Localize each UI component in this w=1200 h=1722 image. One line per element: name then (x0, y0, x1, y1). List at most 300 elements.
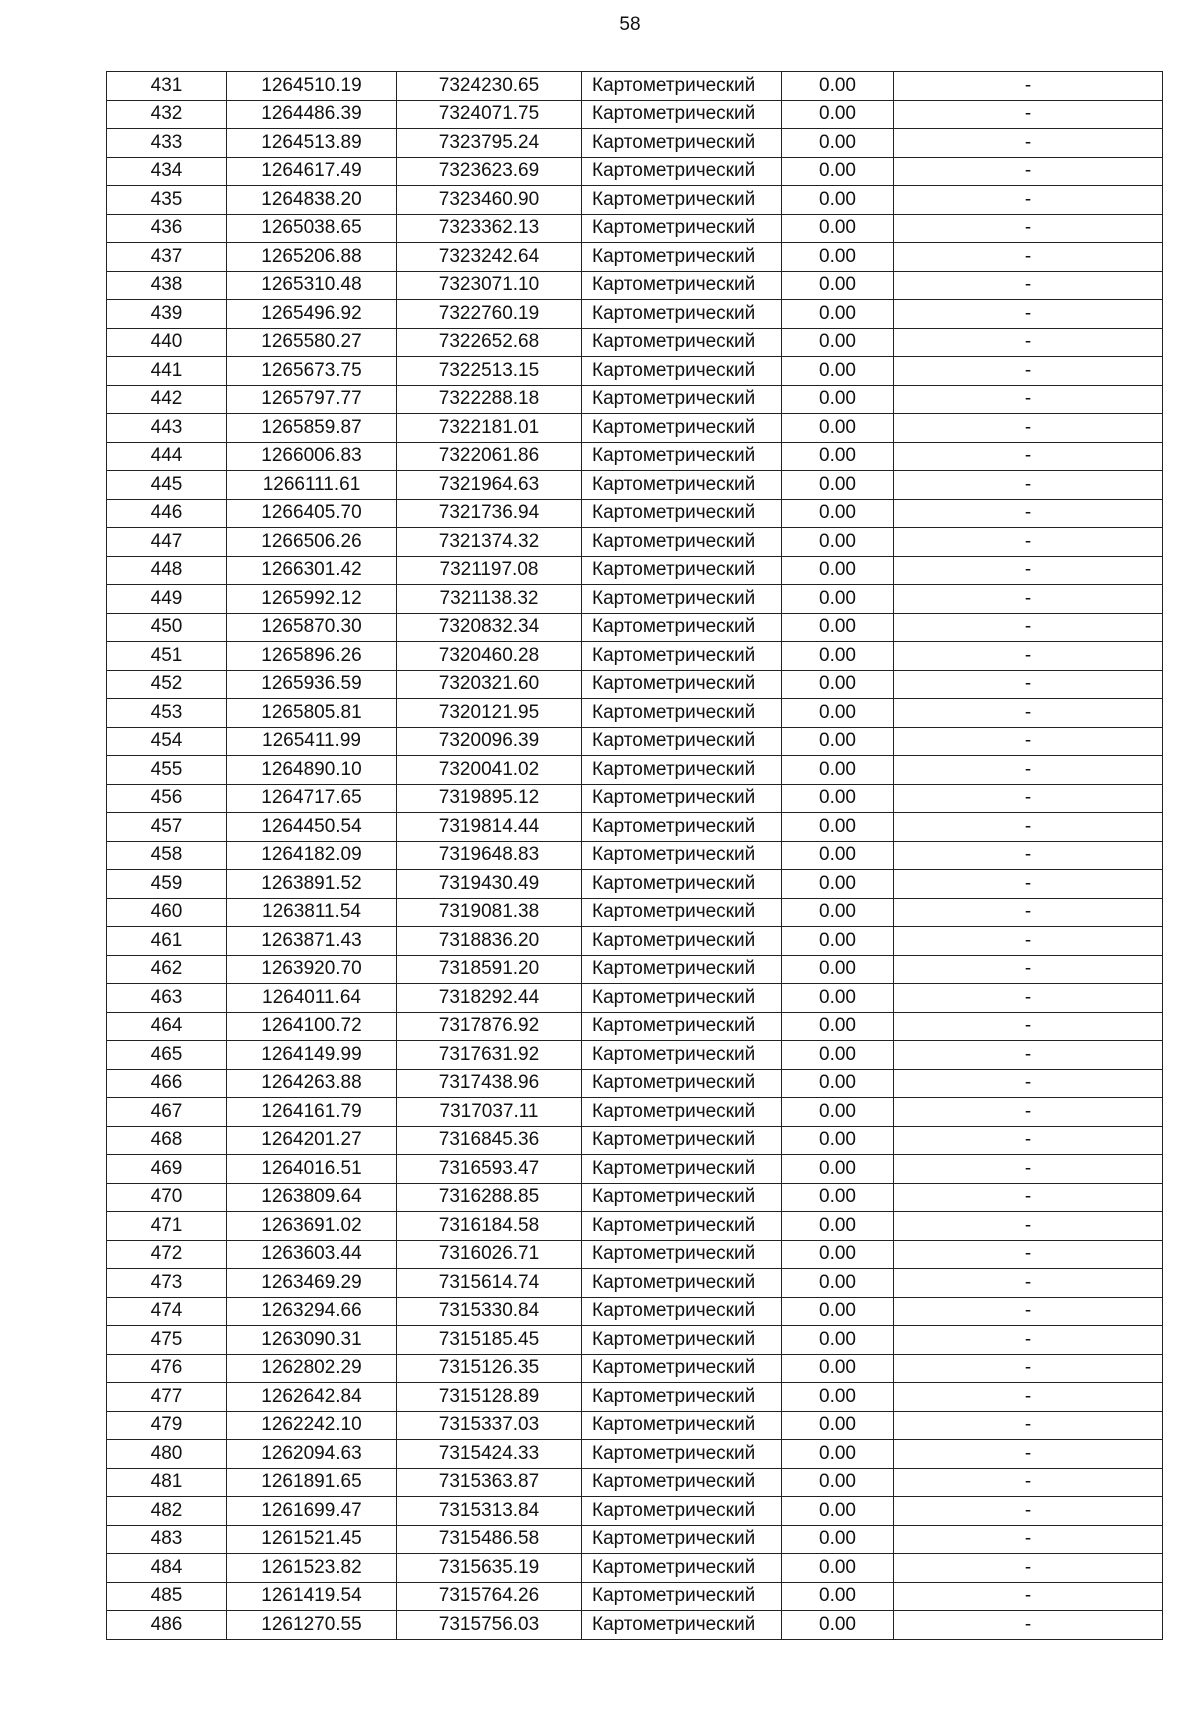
description-cell: - (894, 898, 1163, 927)
table-row (107, 756, 1163, 785)
y-coordinate-cell: 7320460.28 (397, 642, 582, 671)
table-row (107, 157, 1163, 186)
point-number-cell: 481 (107, 1468, 227, 1497)
accuracy-cell: 0.00 (782, 271, 894, 300)
x-coordinate-cell: 1265496.92 (227, 300, 397, 329)
accuracy-cell: 0.00 (782, 699, 894, 728)
point-number-cell: 452 (107, 670, 227, 699)
point-number-cell: 483 (107, 1525, 227, 1554)
y-coordinate-cell: 7322760.19 (397, 300, 582, 329)
y-coordinate-cell: 7315635.19 (397, 1554, 582, 1583)
method-cell: Картометрический (582, 1525, 782, 1554)
accuracy-cell: 0.00 (782, 243, 894, 272)
y-coordinate-cell: 7319814.44 (397, 813, 582, 842)
x-coordinate-cell: 1263809.64 (227, 1183, 397, 1212)
method-cell: Картометрический (582, 642, 782, 671)
x-coordinate-cell: 1264201.27 (227, 1126, 397, 1155)
table-row (107, 1440, 1163, 1469)
y-coordinate-cell: 7321964.63 (397, 471, 582, 500)
point-number-cell: 443 (107, 414, 227, 443)
point-number-cell: 435 (107, 186, 227, 215)
coordinates-table (106, 71, 1163, 1640)
table-row (107, 1468, 1163, 1497)
description-cell: - (894, 784, 1163, 813)
table-row (107, 1098, 1163, 1127)
point-number-cell: 453 (107, 699, 227, 728)
description-cell: - (894, 271, 1163, 300)
x-coordinate-cell: 1265992.12 (227, 585, 397, 614)
y-coordinate-cell: 7315764.26 (397, 1582, 582, 1611)
method-cell: Картометрический (582, 556, 782, 585)
accuracy-cell: 0.00 (782, 442, 894, 471)
table-row (107, 927, 1163, 956)
method-cell: Картометрический (582, 499, 782, 528)
point-number-cell: 472 (107, 1240, 227, 1269)
x-coordinate-cell: 1263294.66 (227, 1297, 397, 1326)
point-number-cell: 442 (107, 385, 227, 414)
accuracy-cell: 0.00 (782, 300, 894, 329)
method-cell: Картометрический (582, 1582, 782, 1611)
method-cell: Картометрический (582, 1069, 782, 1098)
table-row (107, 813, 1163, 842)
y-coordinate-cell: 7315185.45 (397, 1326, 582, 1355)
description-cell: - (894, 1041, 1163, 1070)
y-coordinate-cell: 7324230.65 (397, 72, 582, 101)
description-cell: - (894, 1069, 1163, 1098)
table-row (107, 1269, 1163, 1298)
point-number-cell: 454 (107, 727, 227, 756)
method-cell: Картометрический (582, 756, 782, 785)
method-cell: Картометрический (582, 357, 782, 386)
method-cell: Картометрический (582, 1126, 782, 1155)
x-coordinate-cell: 1266301.42 (227, 556, 397, 585)
table-row (107, 984, 1163, 1013)
point-number-cell: 467 (107, 1098, 227, 1127)
y-coordinate-cell: 7318292.44 (397, 984, 582, 1013)
accuracy-cell: 0.00 (782, 357, 894, 386)
description-cell: - (894, 1326, 1163, 1355)
method-cell: Картометрический (582, 1041, 782, 1070)
y-coordinate-cell: 7315756.03 (397, 1611, 582, 1640)
description-cell: - (894, 414, 1163, 443)
accuracy-cell: 0.00 (782, 642, 894, 671)
accuracy-cell: 0.00 (782, 1126, 894, 1155)
method-cell: Картометрический (582, 1554, 782, 1583)
method-cell: Картометрический (582, 72, 782, 101)
table-row (107, 870, 1163, 899)
y-coordinate-cell: 7315614.74 (397, 1269, 582, 1298)
method-cell: Картометрический (582, 927, 782, 956)
accuracy-cell: 0.00 (782, 727, 894, 756)
y-coordinate-cell: 7317631.92 (397, 1041, 582, 1070)
table-row (107, 955, 1163, 984)
description-cell: - (894, 1126, 1163, 1155)
table-row (107, 727, 1163, 756)
table-row (107, 1354, 1163, 1383)
x-coordinate-cell: 1264717.65 (227, 784, 397, 813)
description-cell: - (894, 1269, 1163, 1298)
table-row (107, 442, 1163, 471)
description-cell: - (894, 1098, 1163, 1127)
y-coordinate-cell: 7319895.12 (397, 784, 582, 813)
accuracy-cell: 0.00 (782, 898, 894, 927)
table-row (107, 1012, 1163, 1041)
x-coordinate-cell: 1262802.29 (227, 1354, 397, 1383)
table-row (107, 613, 1163, 642)
description-cell: - (894, 157, 1163, 186)
method-cell: Картометрический (582, 1269, 782, 1298)
description-cell: - (894, 813, 1163, 842)
accuracy-cell: 0.00 (782, 1012, 894, 1041)
description-cell: - (894, 385, 1163, 414)
method-cell: Картометрический (582, 813, 782, 842)
x-coordinate-cell: 1265805.81 (227, 699, 397, 728)
table-row (107, 328, 1163, 357)
method-cell: Картометрический (582, 186, 782, 215)
x-coordinate-cell: 1264011.64 (227, 984, 397, 1013)
table-row (107, 1411, 1163, 1440)
point-number-cell: 441 (107, 357, 227, 386)
point-number-cell: 434 (107, 157, 227, 186)
table-row (107, 1326, 1163, 1355)
table-row (107, 471, 1163, 500)
x-coordinate-cell: 1266006.83 (227, 442, 397, 471)
x-coordinate-cell: 1262642.84 (227, 1383, 397, 1412)
table-row (107, 1041, 1163, 1070)
accuracy-cell: 0.00 (782, 813, 894, 842)
point-number-cell: 460 (107, 898, 227, 927)
point-number-cell: 437 (107, 243, 227, 272)
accuracy-cell: 0.00 (782, 1354, 894, 1383)
x-coordinate-cell: 1265411.99 (227, 727, 397, 756)
description-cell: - (894, 727, 1163, 756)
accuracy-cell: 0.00 (782, 585, 894, 614)
method-cell: Картометрический (582, 1297, 782, 1326)
x-coordinate-cell: 1263811.54 (227, 898, 397, 927)
point-number-cell: 463 (107, 984, 227, 1013)
x-coordinate-cell: 1264161.79 (227, 1098, 397, 1127)
description-cell: - (894, 300, 1163, 329)
y-coordinate-cell: 7315330.84 (397, 1297, 582, 1326)
method-cell: Картометрический (582, 613, 782, 642)
table-row (107, 72, 1163, 101)
accuracy-cell: 0.00 (782, 670, 894, 699)
table-row (107, 129, 1163, 158)
method-cell: Картометрический (582, 670, 782, 699)
description-cell: - (894, 1240, 1163, 1269)
x-coordinate-cell: 1265896.26 (227, 642, 397, 671)
x-coordinate-cell: 1264838.20 (227, 186, 397, 215)
method-cell: Картометрический (582, 528, 782, 557)
description-cell: - (894, 1611, 1163, 1640)
table-row (107, 585, 1163, 614)
point-number-cell: 431 (107, 72, 227, 101)
method-cell: Картометрический (582, 1212, 782, 1241)
y-coordinate-cell: 7320832.34 (397, 613, 582, 642)
y-coordinate-cell: 7315363.87 (397, 1468, 582, 1497)
description-cell: - (894, 328, 1163, 357)
y-coordinate-cell: 7315128.89 (397, 1383, 582, 1412)
method-cell: Картометрический (582, 1497, 782, 1526)
point-number-cell: 475 (107, 1326, 227, 1355)
method-cell: Картометрический (582, 442, 782, 471)
y-coordinate-cell: 7323242.64 (397, 243, 582, 272)
x-coordinate-cell: 1261891.65 (227, 1468, 397, 1497)
table-row (107, 699, 1163, 728)
y-coordinate-cell: 7315424.33 (397, 1440, 582, 1469)
table-row (107, 556, 1163, 585)
description-cell: - (894, 642, 1163, 671)
description-cell: - (894, 1582, 1163, 1611)
description-cell: - (894, 129, 1163, 158)
accuracy-cell: 0.00 (782, 528, 894, 557)
method-cell: Картометрический (582, 1098, 782, 1127)
method-cell: Картометрический (582, 1468, 782, 1497)
table-row (107, 841, 1163, 870)
table-row (107, 385, 1163, 414)
point-number-cell: 446 (107, 499, 227, 528)
x-coordinate-cell: 1264016.51 (227, 1155, 397, 1184)
point-number-cell: 464 (107, 1012, 227, 1041)
x-coordinate-cell: 1262242.10 (227, 1411, 397, 1440)
x-coordinate-cell: 1264513.89 (227, 129, 397, 158)
table-row (107, 214, 1163, 243)
point-number-cell: 458 (107, 841, 227, 870)
point-number-cell: 476 (107, 1354, 227, 1383)
point-number-cell: 466 (107, 1069, 227, 1098)
accuracy-cell: 0.00 (782, 556, 894, 585)
method-cell: Картометрический (582, 471, 782, 500)
point-number-cell: 459 (107, 870, 227, 899)
x-coordinate-cell: 1264450.54 (227, 813, 397, 842)
y-coordinate-cell: 7321138.32 (397, 585, 582, 614)
point-number-cell: 471 (107, 1212, 227, 1241)
x-coordinate-cell: 1264263.88 (227, 1069, 397, 1098)
description-cell: - (894, 870, 1163, 899)
description-cell: - (894, 100, 1163, 129)
point-number-cell: 440 (107, 328, 227, 357)
x-coordinate-cell: 1261270.55 (227, 1611, 397, 1640)
accuracy-cell: 0.00 (782, 841, 894, 870)
x-coordinate-cell: 1264510.19 (227, 72, 397, 101)
description-cell: - (894, 1468, 1163, 1497)
accuracy-cell: 0.00 (782, 1411, 894, 1440)
point-number-cell: 465 (107, 1041, 227, 1070)
point-number-cell: 468 (107, 1126, 227, 1155)
accuracy-cell: 0.00 (782, 129, 894, 158)
description-cell: - (894, 1554, 1163, 1583)
description-cell: - (894, 1354, 1163, 1383)
y-coordinate-cell: 7316845.36 (397, 1126, 582, 1155)
method-cell: Картометрический (582, 328, 782, 357)
x-coordinate-cell: 1263871.43 (227, 927, 397, 956)
x-coordinate-cell: 1261699.47 (227, 1497, 397, 1526)
y-coordinate-cell: 7323795.24 (397, 129, 582, 158)
y-coordinate-cell: 7322652.68 (397, 328, 582, 357)
description-cell: - (894, 471, 1163, 500)
x-coordinate-cell: 1263603.44 (227, 1240, 397, 1269)
accuracy-cell: 0.00 (782, 1240, 894, 1269)
table-row (107, 1126, 1163, 1155)
accuracy-cell: 0.00 (782, 328, 894, 357)
method-cell: Картометрический (582, 300, 782, 329)
y-coordinate-cell: 7319081.38 (397, 898, 582, 927)
method-cell: Картометрический (582, 1012, 782, 1041)
table-row (107, 1611, 1163, 1640)
point-number-cell: 469 (107, 1155, 227, 1184)
accuracy-cell: 0.00 (782, 471, 894, 500)
y-coordinate-cell: 7323071.10 (397, 271, 582, 300)
method-cell: Картометрический (582, 1411, 782, 1440)
y-coordinate-cell: 7321736.94 (397, 499, 582, 528)
table-row (107, 1240, 1163, 1269)
method-cell: Картометрический (582, 784, 782, 813)
y-coordinate-cell: 7316026.71 (397, 1240, 582, 1269)
page-number: 58 (619, 14, 641, 35)
y-coordinate-cell: 7322288.18 (397, 385, 582, 414)
accuracy-cell: 0.00 (782, 1611, 894, 1640)
accuracy-cell: 0.00 (782, 927, 894, 956)
accuracy-cell: 0.00 (782, 756, 894, 785)
point-number-cell: 484 (107, 1554, 227, 1583)
x-coordinate-cell: 1264486.39 (227, 100, 397, 129)
table-row (107, 186, 1163, 215)
description-cell: - (894, 984, 1163, 1013)
accuracy-cell: 0.00 (782, 1098, 894, 1127)
method-cell: Картометрический (582, 585, 782, 614)
point-number-cell: 482 (107, 1497, 227, 1526)
y-coordinate-cell: 7320041.02 (397, 756, 582, 785)
accuracy-cell: 0.00 (782, 1582, 894, 1611)
y-coordinate-cell: 7320096.39 (397, 727, 582, 756)
method-cell: Картометрический (582, 1440, 782, 1469)
x-coordinate-cell: 1265673.75 (227, 357, 397, 386)
accuracy-cell: 0.00 (782, 955, 894, 984)
description-cell: - (894, 1440, 1163, 1469)
accuracy-cell: 0.00 (782, 72, 894, 101)
point-number-cell: 451 (107, 642, 227, 671)
y-coordinate-cell: 7315486.58 (397, 1525, 582, 1554)
point-number-cell: 474 (107, 1297, 227, 1326)
x-coordinate-cell: 1263090.31 (227, 1326, 397, 1355)
description-cell: - (894, 499, 1163, 528)
y-coordinate-cell: 7315126.35 (397, 1354, 582, 1383)
description-cell: - (894, 442, 1163, 471)
y-coordinate-cell: 7317876.92 (397, 1012, 582, 1041)
y-coordinate-cell: 7321374.32 (397, 528, 582, 557)
y-coordinate-cell: 7316184.58 (397, 1212, 582, 1241)
point-number-cell: 455 (107, 756, 227, 785)
point-number-cell: 462 (107, 955, 227, 984)
description-cell: - (894, 1383, 1163, 1412)
table-row (107, 1383, 1163, 1412)
description-cell: - (894, 528, 1163, 557)
point-number-cell: 477 (107, 1383, 227, 1412)
accuracy-cell: 0.00 (782, 1525, 894, 1554)
method-cell: Картометрический (582, 1183, 782, 1212)
x-coordinate-cell: 1262094.63 (227, 1440, 397, 1469)
table-row (107, 1582, 1163, 1611)
accuracy-cell: 0.00 (782, 1326, 894, 1355)
description-cell: - (894, 699, 1163, 728)
description-cell: - (894, 1411, 1163, 1440)
method-cell: Картометрический (582, 841, 782, 870)
y-coordinate-cell: 7322181.01 (397, 414, 582, 443)
description-cell: - (894, 357, 1163, 386)
method-cell: Картометрический (582, 243, 782, 272)
y-coordinate-cell: 7319430.49 (397, 870, 582, 899)
description-cell: - (894, 1497, 1163, 1526)
method-cell: Картометрический (582, 870, 782, 899)
point-number-cell: 436 (107, 214, 227, 243)
method-cell: Картометрический (582, 157, 782, 186)
method-cell: Картометрический (582, 1611, 782, 1640)
accuracy-cell: 0.00 (782, 1554, 894, 1583)
table-row (107, 414, 1163, 443)
description-cell: - (894, 1012, 1163, 1041)
point-number-cell: 456 (107, 784, 227, 813)
table-row (107, 1497, 1163, 1526)
x-coordinate-cell: 1265310.48 (227, 271, 397, 300)
y-coordinate-cell: 7322061.86 (397, 442, 582, 471)
accuracy-cell: 0.00 (782, 1383, 894, 1412)
y-coordinate-cell: 7317037.11 (397, 1098, 582, 1127)
x-coordinate-cell: 1263469.29 (227, 1269, 397, 1298)
accuracy-cell: 0.00 (782, 186, 894, 215)
method-cell: Картометрический (582, 414, 782, 443)
point-number-cell: 480 (107, 1440, 227, 1469)
description-cell: - (894, 927, 1163, 956)
x-coordinate-cell: 1264149.99 (227, 1041, 397, 1070)
accuracy-cell: 0.00 (782, 784, 894, 813)
description-cell: - (894, 214, 1163, 243)
method-cell: Картометрический (582, 898, 782, 927)
y-coordinate-cell: 7323623.69 (397, 157, 582, 186)
accuracy-cell: 0.00 (782, 385, 894, 414)
method-cell: Картометрический (582, 271, 782, 300)
point-number-cell: 470 (107, 1183, 227, 1212)
table-row (107, 670, 1163, 699)
point-number-cell: 449 (107, 585, 227, 614)
method-cell: Картометрический (582, 100, 782, 129)
table-row (107, 243, 1163, 272)
y-coordinate-cell: 7323460.90 (397, 186, 582, 215)
y-coordinate-cell: 7316288.85 (397, 1183, 582, 1212)
description-cell: - (894, 556, 1163, 585)
x-coordinate-cell: 1264890.10 (227, 756, 397, 785)
point-number-cell: 450 (107, 613, 227, 642)
x-coordinate-cell: 1264100.72 (227, 1012, 397, 1041)
accuracy-cell: 0.00 (782, 1069, 894, 1098)
description-cell: - (894, 1183, 1163, 1212)
method-cell: Картометрический (582, 1240, 782, 1269)
table-row (107, 1183, 1163, 1212)
method-cell: Картометрический (582, 385, 782, 414)
x-coordinate-cell: 1261419.54 (227, 1582, 397, 1611)
point-number-cell: 479 (107, 1411, 227, 1440)
method-cell: Картометрический (582, 1326, 782, 1355)
accuracy-cell: 0.00 (782, 1155, 894, 1184)
point-number-cell: 433 (107, 129, 227, 158)
y-coordinate-cell: 7315313.84 (397, 1497, 582, 1526)
table-row (107, 1069, 1163, 1098)
table-row (107, 898, 1163, 927)
y-coordinate-cell: 7317438.96 (397, 1069, 582, 1098)
table-row (107, 300, 1163, 329)
accuracy-cell: 0.00 (782, 1269, 894, 1298)
point-number-cell: 444 (107, 442, 227, 471)
description-cell: - (894, 585, 1163, 614)
